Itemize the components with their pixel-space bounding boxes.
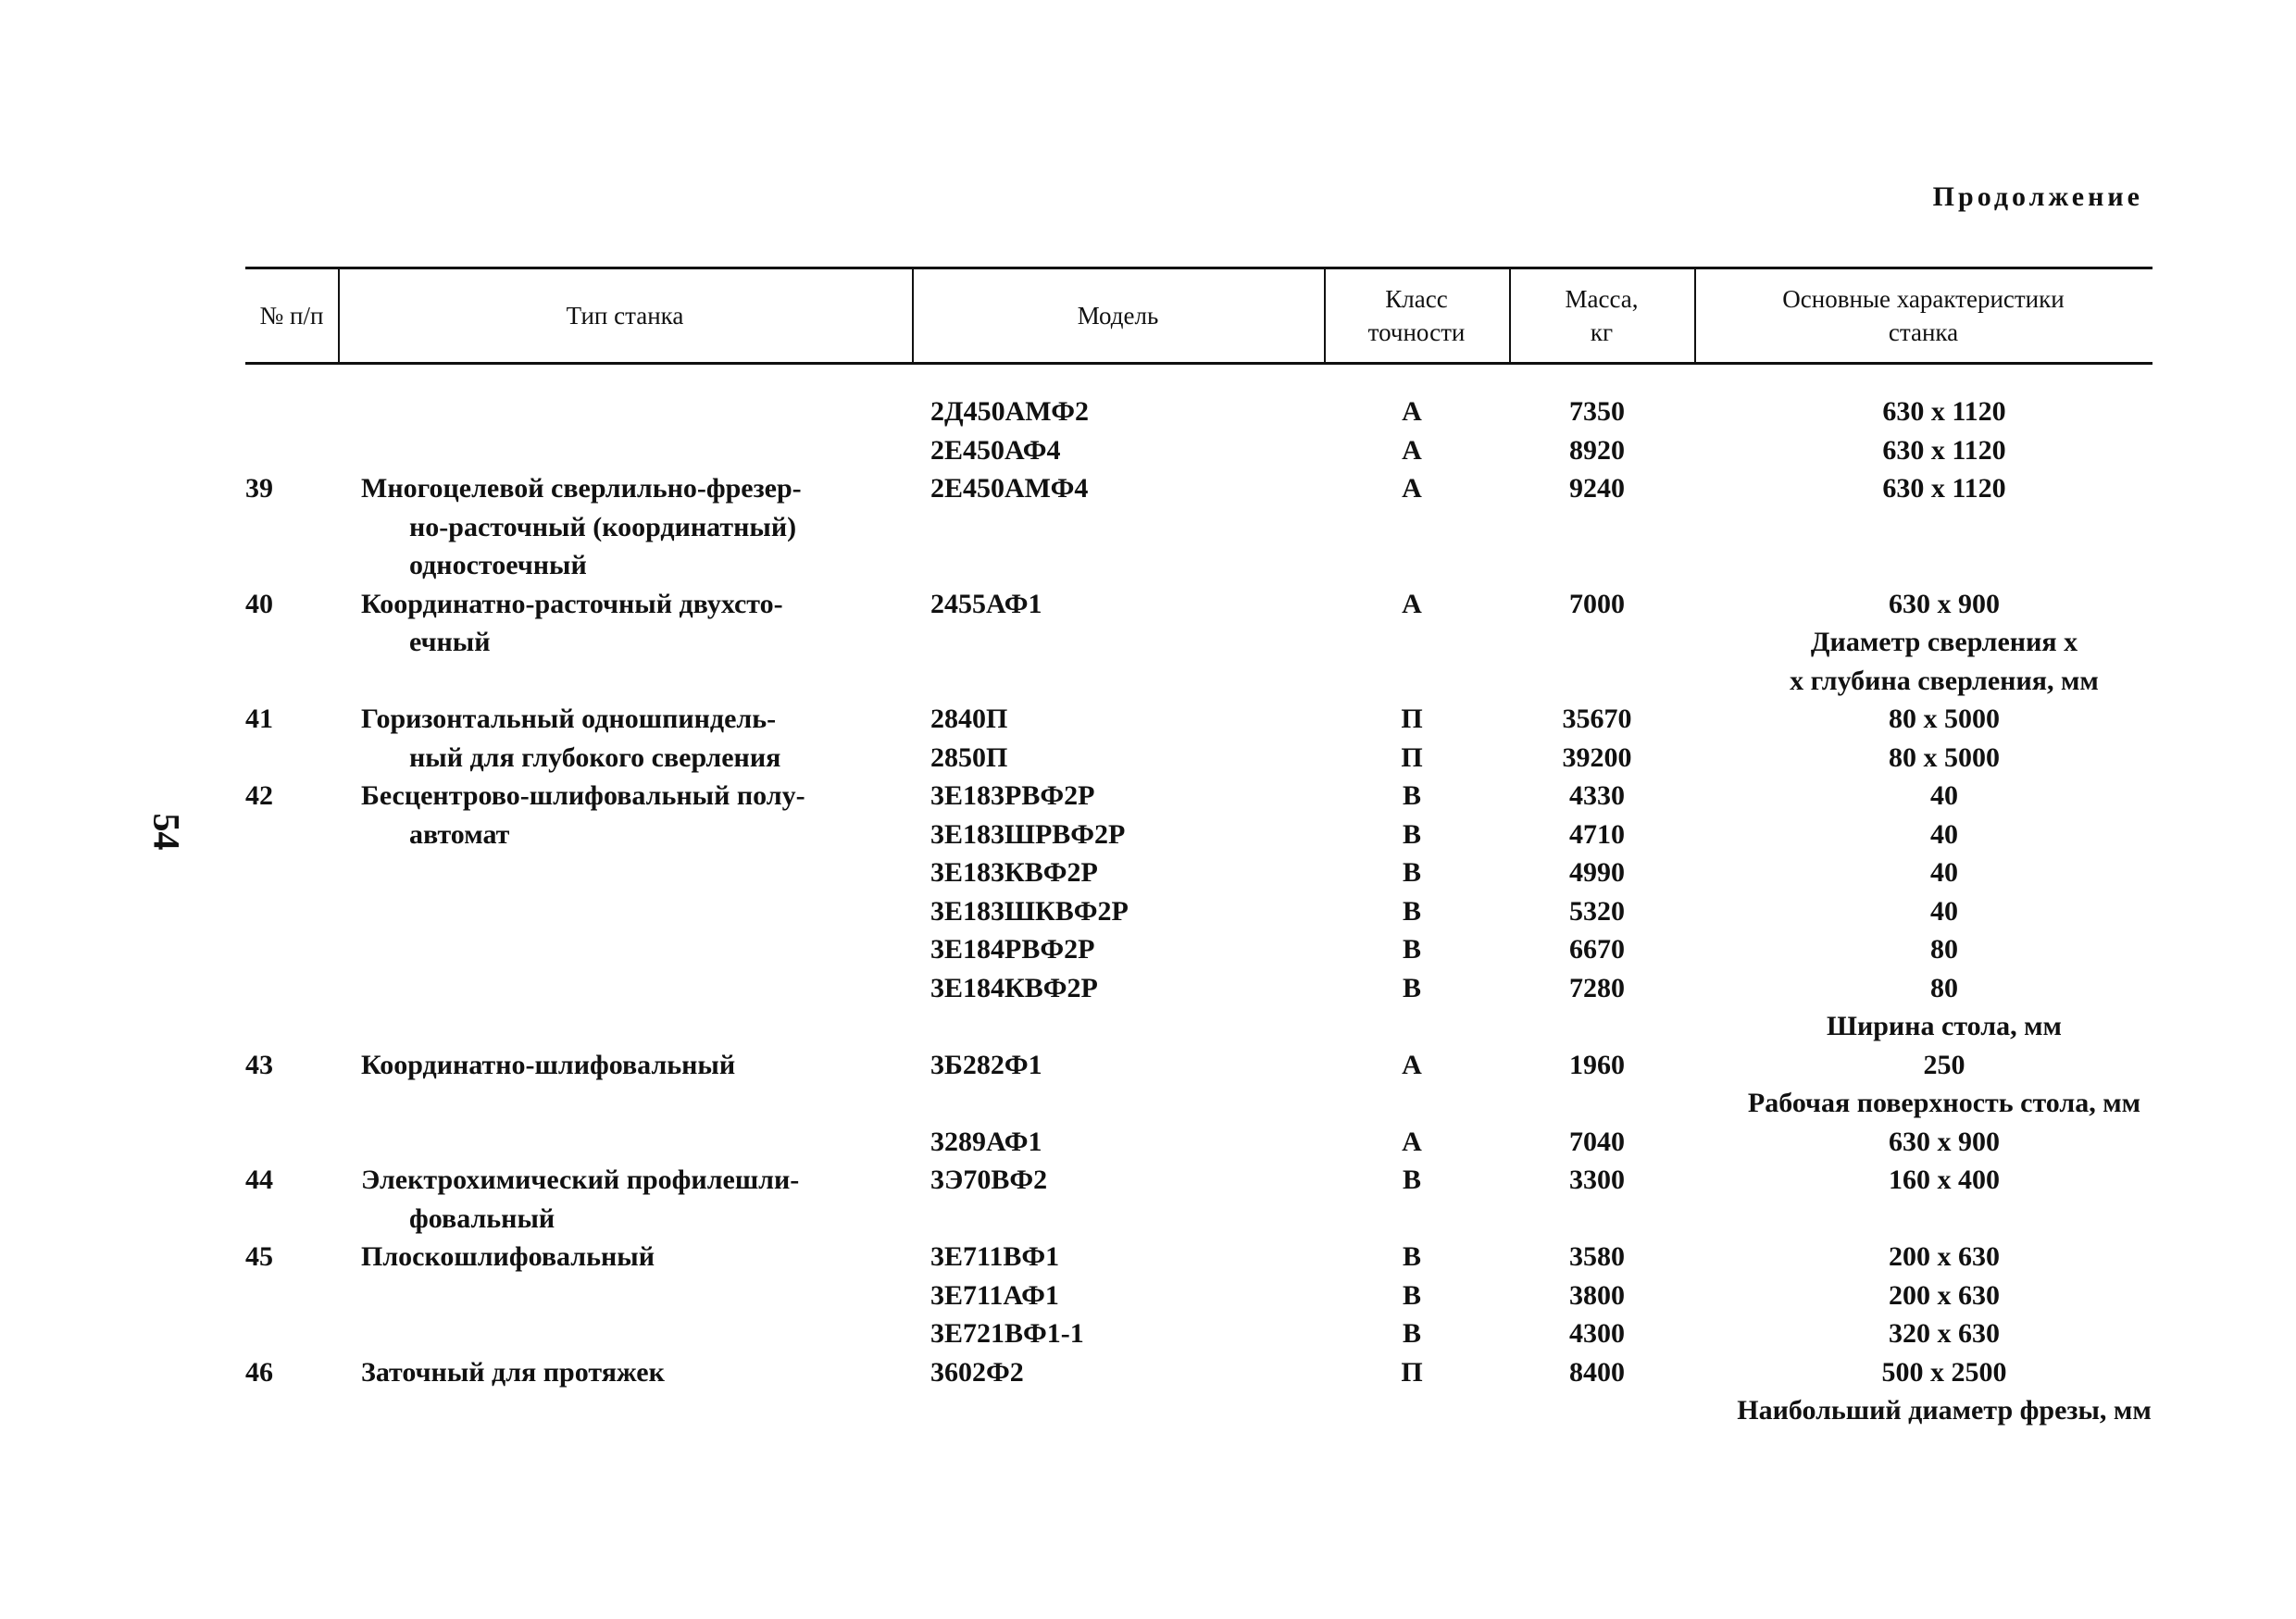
table-row (245, 585, 2152, 701)
machine-characteristics (1708, 1161, 2180, 1200)
machine-type (361, 1161, 833, 1238)
machine-model: 2Е450АФ4 (930, 434, 1061, 466)
machine-characteristics (1708, 1123, 2180, 1162)
characteristics-line: 500 x 2500 (1881, 1356, 2007, 1388)
table-row (245, 431, 2152, 470)
header-class: Класс точности (1367, 285, 1466, 346)
machine-characteristics (1708, 585, 2180, 701)
machine-mass: 3300 (1569, 1164, 1625, 1195)
machine-type-line: фовальный (409, 1202, 555, 1234)
accuracy-class: А (1402, 473, 1422, 504)
machine-type-line: Электрохимический профилешли- (361, 1164, 800, 1195)
machine-model: 2840П (930, 704, 1008, 734)
header-type: Тип станка (566, 302, 684, 330)
machine-type (361, 469, 833, 585)
machine-type (361, 1353, 833, 1392)
table-row (245, 816, 2152, 854)
machine-type (361, 700, 833, 739)
characteristics-line: 40 (1930, 780, 1958, 811)
row-number: 39 (245, 473, 273, 504)
machine-type-line: Плоскошлифовальный (361, 1241, 655, 1272)
machine-model: 2850П (930, 741, 1008, 773)
continuation-label: Продолжение (1932, 181, 2143, 212)
machine-type-line: ечный (409, 627, 491, 657)
row-number: 41 (245, 704, 273, 734)
machine-mass: 3800 (1569, 1279, 1625, 1311)
machine-type-line: Координатно-расточный двухсто- (361, 588, 783, 619)
machine-model: 3Е183ШРВФ2Р (930, 818, 1126, 850)
row-number: 43 (245, 1049, 273, 1080)
machine-mass: 7350 (1569, 396, 1625, 427)
row-number: 45 (245, 1241, 273, 1272)
accuracy-class: В (1402, 934, 1421, 965)
machine-model: 2Е450АМФ4 (930, 473, 1089, 504)
machine-type-line: Горизонтальный одношпиндель- (361, 704, 777, 734)
machine-mass: 3580 (1569, 1241, 1625, 1272)
table-row (245, 853, 2152, 892)
accuracy-class: В (1402, 1318, 1421, 1349)
machine-model: 3Е721ВФ1-1 (930, 1318, 1084, 1349)
machine-type (361, 1238, 833, 1277)
machine-characteristics (1708, 816, 2180, 854)
accuracy-class: В (1402, 972, 1421, 1003)
machine-characteristics (1708, 739, 2180, 778)
table-row (245, 1238, 2152, 1277)
machine-characteristics (1708, 1353, 2180, 1430)
machine-model: 3Е183РВФ2Р (930, 780, 1095, 811)
machine-model: 3289АФ1 (930, 1126, 1042, 1157)
machine-characteristics (1708, 777, 2180, 816)
table-row (245, 892, 2152, 931)
characteristics-line: 160 x 400 (1889, 1164, 2000, 1195)
accuracy-class: В (1402, 1164, 1421, 1195)
machine-mass: 9240 (1569, 473, 1625, 504)
characteristics-line: Рабочая поверхность стола, мм (1747, 1088, 2141, 1118)
machine-characteristics (1708, 1314, 2180, 1353)
characteristics-line: 320 x 630 (1889, 1318, 2000, 1349)
machine-mass: 4300 (1569, 1318, 1625, 1349)
machine-mass: 7280 (1569, 972, 1625, 1003)
characteristics-line: 80 (1930, 934, 1958, 965)
machine-mass: 7000 (1569, 588, 1625, 619)
table-row (245, 392, 2152, 431)
machine-type (361, 777, 833, 816)
characteristics-line: 200 x 630 (1889, 1279, 2000, 1311)
machine-model: 3Е711ВФ1 (930, 1241, 1060, 1272)
accuracy-class: В (1402, 895, 1421, 927)
row-number: 40 (245, 588, 273, 619)
machine-mass: 8400 (1569, 1356, 1625, 1388)
machine-mass: 6670 (1569, 934, 1625, 965)
machine-mass: 4990 (1569, 857, 1625, 888)
table-row (245, 1161, 2152, 1238)
characteristics-line: x глубина сверления, мм (1790, 665, 2099, 696)
machine-mass: 39200 (1562, 741, 1632, 773)
accuracy-class: П (1401, 741, 1423, 773)
characteristics-line: 250 (1923, 1049, 1965, 1080)
table-row (245, 739, 2152, 778)
accuracy-class: П (1401, 1356, 1423, 1388)
machine-type-line: Координатно-шлифовальный (361, 1049, 736, 1080)
characteristics-line: Ширина стола, мм (1827, 1011, 2062, 1041)
characteristics-line: 630 x 900 (1889, 1126, 2000, 1157)
machine-type-line: Заточный для протяжек (361, 1356, 665, 1388)
characteristics-line: 630 x 1120 (1882, 473, 2006, 504)
accuracy-class: А (1402, 1126, 1422, 1157)
machine-model: 3Е183КВФ2Р (930, 857, 1098, 888)
table-row (245, 700, 2152, 739)
machine-type-line: Многоцелевой сверлильно-фрезер- (361, 473, 802, 504)
machine-model: 3Е183ШКВФ2Р (930, 895, 1129, 927)
characteristics-line: Наибольший диаметр фрезы, мм (1737, 1395, 2152, 1426)
machine-characteristics (1708, 1238, 2180, 1277)
characteristics-line: 40 (1930, 857, 1958, 888)
page-number: 54 (145, 813, 188, 851)
machine-mass: 7040 (1569, 1126, 1625, 1157)
table-row (245, 469, 2152, 585)
accuracy-class: В (1402, 1279, 1421, 1311)
row-number: 44 (245, 1164, 273, 1195)
row-number: 46 (245, 1356, 273, 1388)
machine-type-line: одностоечный (409, 550, 587, 580)
header-num: № п/п (259, 302, 324, 330)
machine-model: 3Е711АФ1 (930, 1279, 1059, 1311)
table-row (245, 1314, 2152, 1353)
characteristics-line: 200 x 630 (1889, 1241, 2000, 1272)
characteristics-line: 80 x 5000 (1889, 741, 2000, 773)
machine-type (361, 816, 833, 854)
characteristics-line: 40 (1930, 818, 1958, 850)
characteristics-line: 40 (1930, 895, 1958, 927)
table-row (245, 1277, 2152, 1315)
accuracy-class: А (1402, 396, 1422, 427)
machine-model: 3Б282Ф1 (930, 1049, 1042, 1080)
characteristics-line: 630 x 900 (1889, 588, 2000, 619)
characteristics-line: 630 x 1120 (1882, 434, 2006, 466)
accuracy-class: В (1402, 1241, 1421, 1272)
row-number: 42 (245, 780, 273, 811)
characteristics-line: 80 (1930, 972, 1958, 1003)
header-characteristics: Основные характеристики станка (1782, 285, 2065, 346)
table-row (245, 930, 2152, 969)
accuracy-class: П (1401, 704, 1423, 734)
machine-mass: 4330 (1569, 780, 1625, 811)
machine-type (361, 585, 833, 662)
machine-characteristics (1708, 853, 2180, 892)
machine-mass: 5320 (1569, 895, 1625, 927)
header-model: Модель (1077, 302, 1159, 330)
accuracy-class: А (1402, 1049, 1422, 1080)
machine-mass: 8920 (1569, 434, 1625, 466)
characteristics-line: Диаметр сверления x (1810, 627, 2078, 657)
machine-characteristics (1708, 969, 2180, 1046)
machine-type-line: ный для глубокого сверления (409, 741, 781, 773)
machine-characteristics (1708, 700, 2180, 739)
machine-characteristics (1708, 392, 2180, 431)
machine-type-line: Бесцентрово-шлифовальный полу- (361, 780, 805, 811)
machine-model: 3Э70ВФ2 (930, 1164, 1048, 1195)
machine-mass: 1960 (1569, 1049, 1625, 1080)
machine-mass: 35670 (1562, 704, 1632, 734)
accuracy-class: В (1402, 857, 1421, 888)
table-row (245, 1123, 2152, 1162)
machine-characteristics (1708, 469, 2180, 508)
characteristics-line: 80 x 5000 (1889, 704, 2000, 734)
machine-model: 3602Ф2 (930, 1356, 1024, 1388)
machine-characteristics (1708, 431, 2180, 470)
machine-type (361, 739, 833, 778)
machine-model: 2Д450АМФ2 (930, 396, 1089, 427)
machine-characteristics (1708, 1046, 2180, 1123)
machine-model: 2455АФ1 (930, 588, 1042, 619)
table-header (245, 267, 2152, 365)
machine-model: 3Е184КВФ2Р (930, 972, 1098, 1003)
accuracy-class: А (1402, 434, 1422, 466)
table-row (245, 969, 2152, 1046)
machine-characteristics (1708, 930, 2180, 969)
accuracy-class: В (1402, 780, 1421, 811)
machine-mass: 4710 (1569, 818, 1625, 850)
header-mass: Масса, кг (1565, 285, 1639, 346)
machine-type (361, 1046, 833, 1085)
machine-type-line: но-расточный (координатный) (409, 511, 797, 542)
accuracy-class: А (1402, 588, 1422, 619)
machine-model: 3Е184РВФ2Р (930, 934, 1095, 965)
table-row (245, 1046, 2152, 1123)
accuracy-class: В (1402, 818, 1421, 850)
machine-characteristics (1708, 1277, 2180, 1315)
machine-characteristics (1708, 892, 2180, 931)
table-row (245, 777, 2152, 816)
table-row (245, 1353, 2152, 1430)
characteristics-line: 630 x 1120 (1882, 396, 2006, 427)
machine-type-line: автомат (409, 818, 510, 850)
